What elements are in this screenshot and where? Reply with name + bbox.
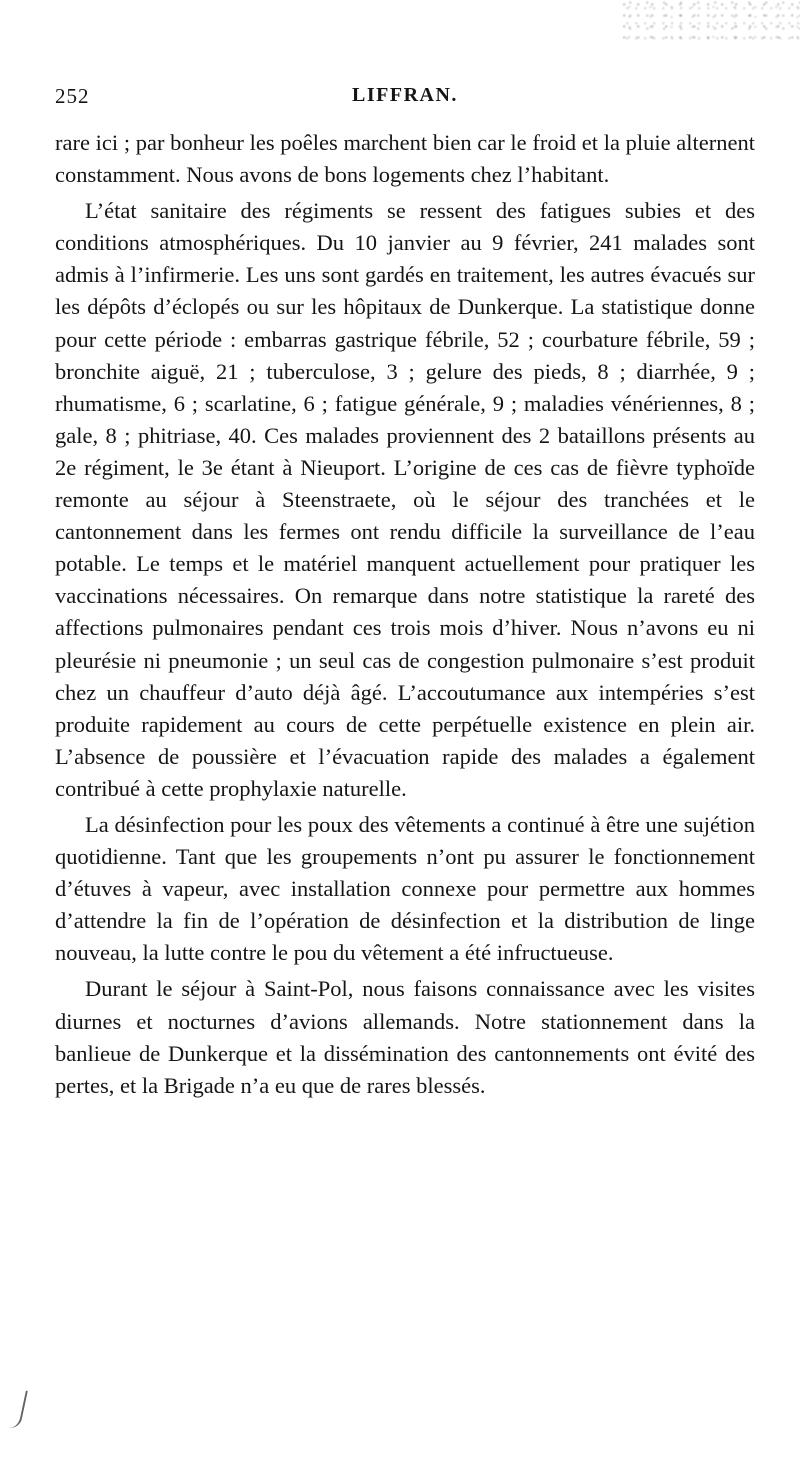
margin-mark [0,1386,28,1430]
paragraph-saint-pol: Durant le séjour à Saint-Pol, nous faisons connaissance avec les visites diurnes et nocturnes d’avions allemands. Notre stationnement dans la banlieue de Dunkerque et la dissémination des cantonnements ont évité des pertes, et la Brigade n’a eu que de rares blessés. [55,976,755,1098]
scan-speckle [620,0,800,40]
paragraph-sanitary-state: L’état sanitaire des régiments se ressent des fatigues subies et des conditions atmosphériques. Du 10 janvier au 9 février, 241 malades sont admis à l’infirmerie. Les uns sont gardés en traitement, les autres évacués sur les dépôts d’éclopés ou sur les hôpitaux de Dunkerque. La statistique donne pour cette période : embarras gastrique fébrile, 52 ; courbature fébrile, 59 ; bronchite aiguë, 21 ; tuberculose, 3 ; gelure des pieds, 8 ; diarrhée, 9 ; rhumatisme, 6 ; scarlatine, 6 ; fatigue générale, 9 ; maladies vénériennes, 8 ; gale, 8 ; phitriase, 40. Ces malades proviennent des 2 bataillons présents au 2e régiment, le 3e étant à Nieuport. L’origine de ces cas de fièvre typhoïde remonte au séjour à Steenstraete, où le séjour des tranchées et le cantonnement dans les fermes ont rendu difficile la surveillance de l’eau potable. Le temps et le matériel manquent actuellement pour pratiquer les vaccinations nécessaires. On remarque dans notre statistique la rareté des affections pulmonaires pendant ces trois mois d’hiver. Nous n’avons eu ni pleurésie ni pneumonie ; un seul cas de congestion pulmonaire s’est produit chez un chauffeur d’auto déjà âgé. L’accoutumance aux intempéries s’est produite rapidement au cours de cette perpétuelle existence en plein air. L’absence de poussière et l’évacuation rapide des malades a également contribué à cette prophylaxie naturelle. [55,198,755,801]
page-number: 252 [55,84,90,108]
paragraph-continued: rare ici ; par bonheur les poêles marchent bien car le froid et la pluie alternent constamment. Nous avons de bons logements chez l’habitant. [55,130,755,188]
body-text [55,127,755,1102]
paragraph-disinfection: La désinfection pour les poux des vêtements a continué à être une sujétion quotidienne. Tant que les groupements n’ont pu assurer le fonctionnement d’étuves à vapeur, avec installation connexe pour permettre aux hommes d’attendre la fin de l’opération de désinfection et la distribution de linge nouveau, la lutte contre le pou du vêtement a été infructueuse. [55,811,755,966]
page-header [55,84,755,114]
running-head: LIFFRAN. [352,84,458,106]
